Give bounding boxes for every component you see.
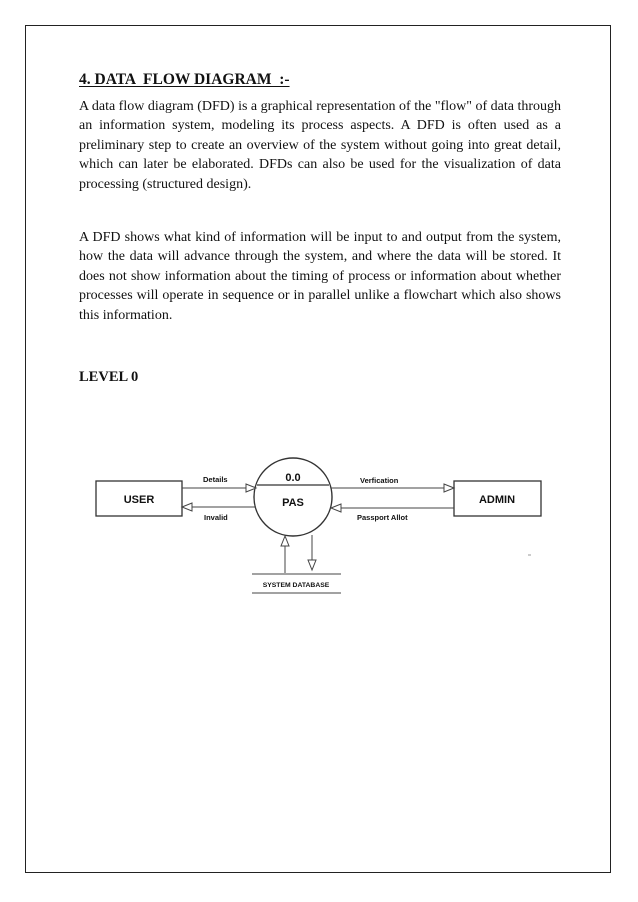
invalid-arrowhead [182, 503, 192, 511]
admin-entity-label: ADMIN [478, 494, 516, 506]
process-to-db-arrowhead [308, 560, 316, 570]
level-label: LEVEL 0 [79, 369, 139, 385]
passport-allot-flow-label: Passport Allot [357, 513, 408, 522]
dfd-description-paragraph: A DFD shows what kind of information will be input to and output from the system, how the data will advance through the system, and where the data will be stored. It does not show information about the timing of process or information about whether processes will operate in sequence or in parallel unlike a flowchart which also shows this information. [79, 230, 561, 323]
datastore-label: SYSTEM DATABASE [262, 582, 330, 589]
details-flow-label: Details [203, 475, 228, 484]
intro-paragraph: A data flow diagram (DFD) is a graphical representation of the "flow" of data through an information system, modeling its process aspects. A DFD is often used as a preliminary step to create an overview of the system without going into great detail, which can later be elaborated. DFDs can also be used for the visualization of data processing (structured design). [79, 99, 561, 192]
verification-flow-label: Verfication [360, 476, 399, 485]
verification-arrowhead [444, 484, 454, 492]
passport-allot-arrowhead [331, 504, 341, 512]
user-entity-label: USER [123, 494, 155, 506]
process-number: 0.0 [285, 472, 301, 484]
section-heading: 4. DATA FLOW DIAGRAM :- [79, 71, 290, 88]
db-to-process-arrowhead [281, 536, 289, 546]
invalid-flow-label: Invalid [204, 513, 228, 522]
process-name: PAS [282, 497, 304, 509]
